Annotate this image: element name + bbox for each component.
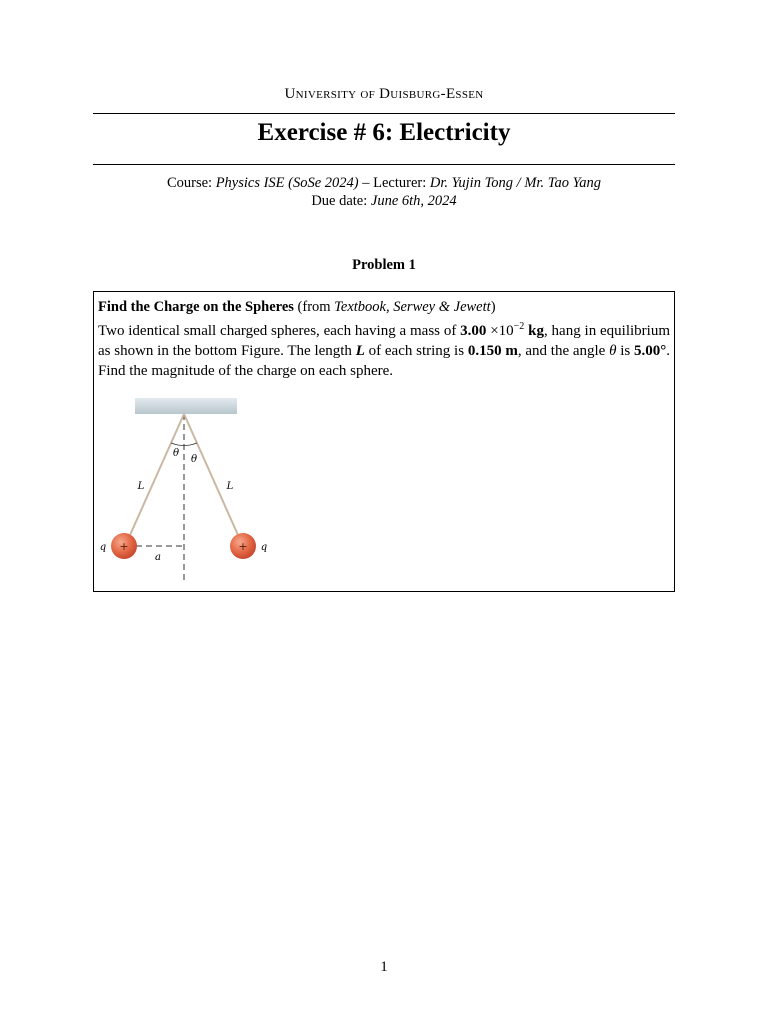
exercise-title: Exercise # 6: Electricity xyxy=(257,119,511,146)
length-label-right: L xyxy=(226,481,234,492)
length-value: 0.150 m xyxy=(467,343,518,359)
theta-label-right: θ xyxy=(190,454,198,465)
problem-statement xyxy=(98,321,670,381)
mass-exponent: −2 xyxy=(513,321,525,332)
statement-part-3: of each string is xyxy=(364,343,468,359)
problem-title-close: ) xyxy=(490,299,496,315)
mass-value: 3.00 xyxy=(460,323,487,339)
problem-heading: Problem 1 xyxy=(352,257,416,273)
statement-part-6: . Find the magnitude of the charge on each sphere. xyxy=(98,343,671,379)
page-number: 1 xyxy=(380,959,388,975)
angle-symbol: θ xyxy=(609,343,617,359)
problem-title xyxy=(98,299,496,316)
header-rule-top xyxy=(93,113,675,114)
statement-part-4: , and the angle xyxy=(517,343,610,359)
charge-label-left: q xyxy=(99,542,107,553)
length-symbol: L xyxy=(355,343,365,359)
header-rule-bottom xyxy=(93,164,675,165)
ceiling-support xyxy=(135,398,237,414)
distance-label: a xyxy=(155,552,161,563)
university-name: University of Duisburg-Essen xyxy=(284,86,484,102)
string-left xyxy=(126,414,184,544)
problem-title-bold: Find the Charge on the Spheres xyxy=(98,299,294,315)
lecturer-value: Dr. Yujin Tong / Mr. Tao Yang xyxy=(429,175,602,191)
mass-times: ×10 xyxy=(486,323,514,339)
plus-sign-right: + xyxy=(238,540,248,553)
due-date-label: Due date: xyxy=(311,193,368,209)
statement-part-5: is xyxy=(616,343,635,359)
pendulum-figure xyxy=(94,392,294,582)
due-date-value: June 6th, 2024 xyxy=(370,193,457,209)
length-label-left: L xyxy=(137,481,145,492)
mass-unit: kg xyxy=(524,323,544,339)
problem-title-from: (from xyxy=(297,299,335,315)
lecturer-label: Lecturer: xyxy=(373,175,427,191)
statement-part-1: Two identical small charged spheres, each having a mass of xyxy=(98,323,461,339)
string-right xyxy=(184,414,242,544)
course-label: Course: xyxy=(166,175,213,191)
problem-box xyxy=(93,291,675,592)
course-line xyxy=(0,175,768,192)
plus-sign-left: + xyxy=(119,540,129,553)
problem-title-source: Textbook, Serwey & Jewett xyxy=(334,299,491,315)
due-date-line xyxy=(0,193,768,210)
course-value: Physics ISE (SoSe 2024) xyxy=(215,175,359,191)
meta-separator: – xyxy=(358,175,374,191)
theta-label-left: θ xyxy=(172,448,180,459)
angle-value: 5.00° xyxy=(634,343,667,359)
charge-label-right: q xyxy=(260,542,268,553)
statement-part-2: , hang in equilibrium as shown in the bottom Figure. The length xyxy=(98,323,670,359)
